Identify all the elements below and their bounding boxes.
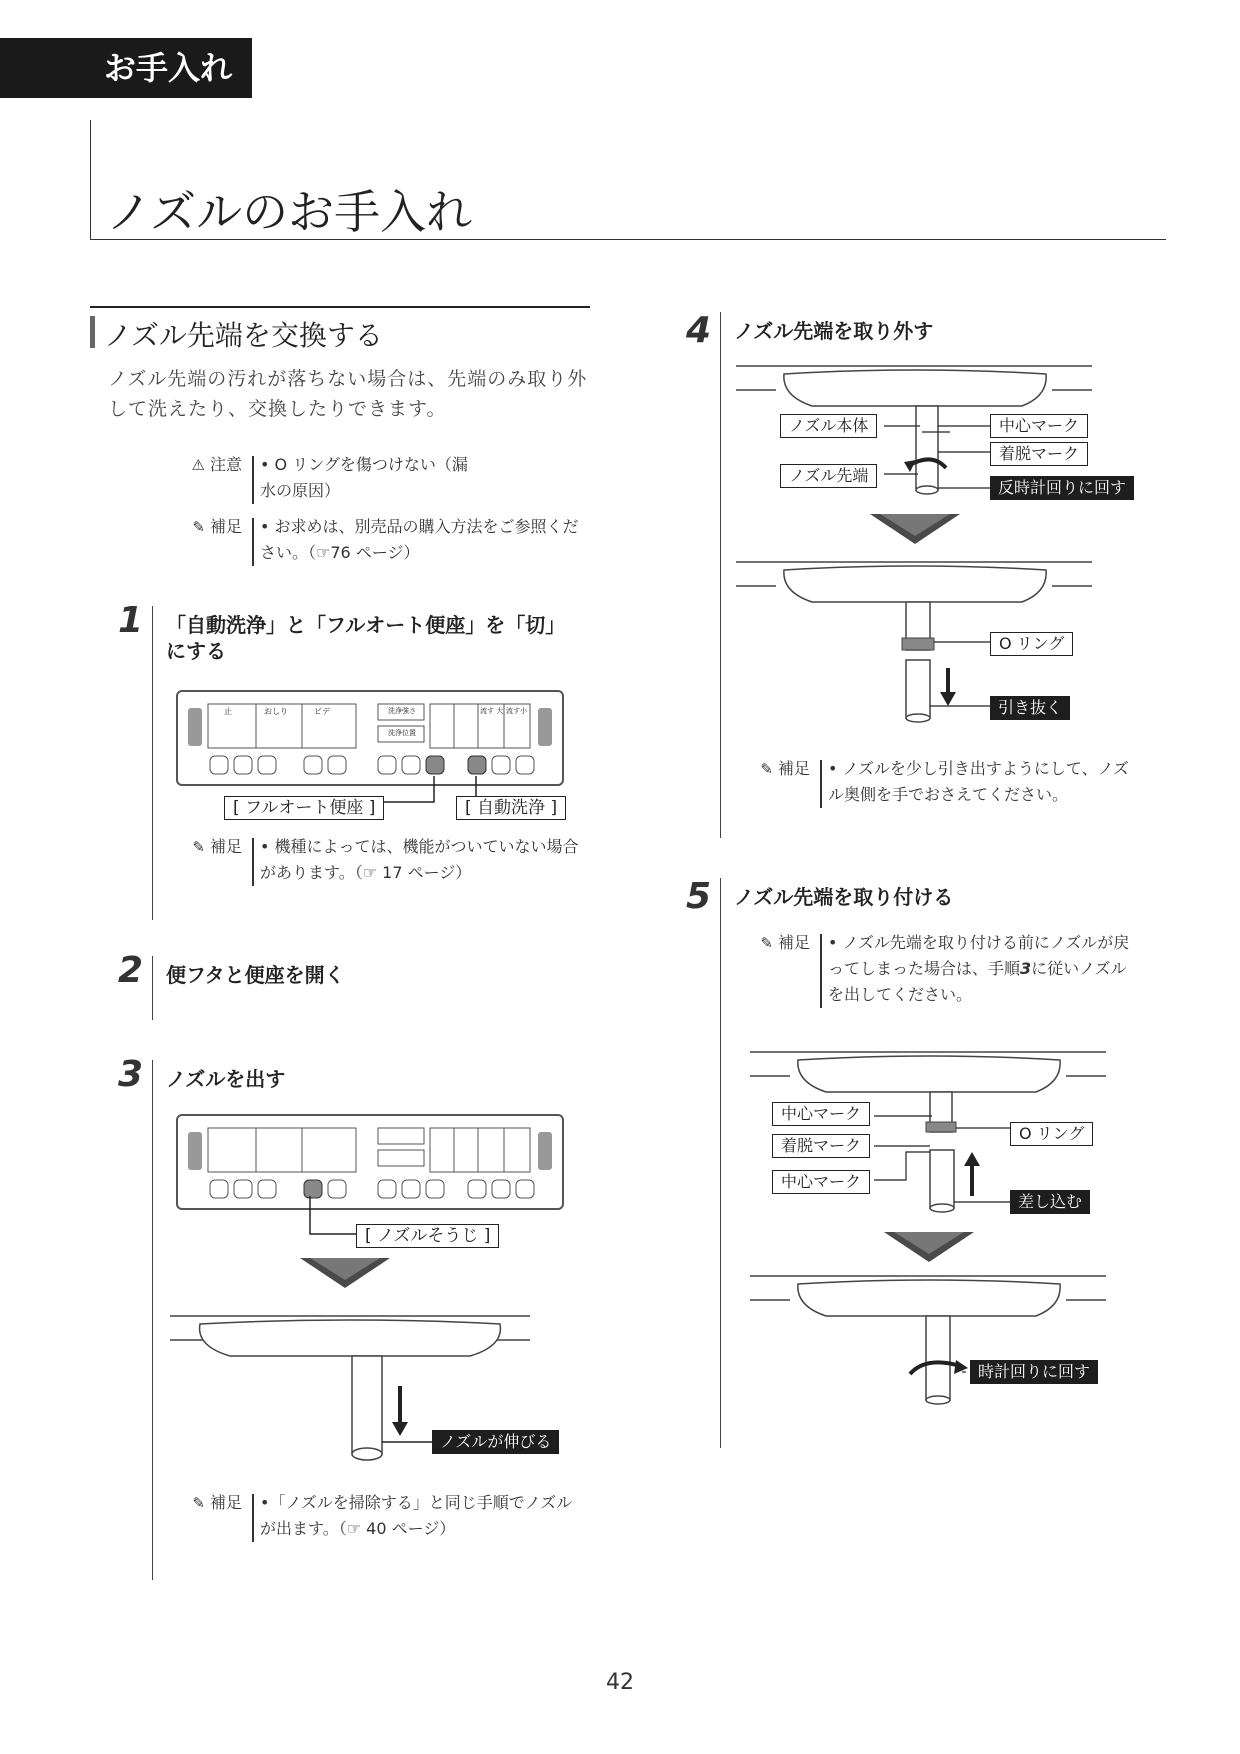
pencil-icon: ✎ <box>192 1494 205 1512</box>
warning-triangle-icon: ⚠ <box>191 456 205 474</box>
label-center-mark-top: 中心マーク <box>772 1102 870 1126</box>
label-o-ring: O リング <box>1010 1122 1093 1146</box>
section-intro: ノズル先端の汚れが落ちない場合は、先端のみ取り外して洗えたり、交換したりできます。 <box>108 368 588 420</box>
label-detach-mark: 着脱マーク <box>990 442 1088 466</box>
pencil-icon: ✎ <box>192 518 205 536</box>
label-insert: 差し込む <box>1010 1190 1090 1214</box>
step-ref: 3 <box>1020 959 1032 978</box>
panel-label-bide: ビデ <box>314 707 330 716</box>
note-text-part: • ノズル先端を取り付ける前にノズルが戻ってしまった場合は、手順 <box>828 933 1130 978</box>
note-label: 補足 <box>209 517 242 536</box>
label-o-ring: O リング <box>990 632 1073 656</box>
note-text: • 機種によっては、機能がついていない場合があります。（☞ 17 ページ） <box>260 837 579 882</box>
step-number: 2 <box>118 950 144 991</box>
panel-label-flush-small: 流す小 <box>506 707 527 715</box>
note-label: 補足 <box>777 759 810 778</box>
note-label: 補足 <box>209 1493 242 1512</box>
step4-note <box>748 756 1148 812</box>
callout-full-auto-seat: [ フルオート便座 ] <box>224 796 384 820</box>
down-chevron-icon <box>870 514 960 548</box>
step-title: 便フタと便座を開く <box>166 963 345 987</box>
section-title: ノズル先端を交換する <box>104 319 383 352</box>
note-label: 補足 <box>777 933 810 952</box>
step-rule <box>720 878 721 1448</box>
category-tab: お手入れ <box>0 38 252 98</box>
label-detach-mark: 着脱マーク <box>772 1134 870 1158</box>
label-nozzle-body: ノズル本体 <box>780 414 877 438</box>
page-number: 42 <box>606 1670 634 1695</box>
step-number: 5 <box>686 876 712 917</box>
note-text: • O リングを傷つけない（漏水の原因） <box>260 455 468 500</box>
pencil-icon: ✎ <box>760 934 773 952</box>
note-text <box>828 930 1138 1008</box>
callout-lines <box>0 0 600 1260</box>
step5-note <box>748 930 1148 1010</box>
callout-auto-flush: [ 自動洗浄 ] <box>456 796 566 820</box>
note-text: • お求めは、別売品の購入方法をご参照ください。（☞76 ページ） <box>260 517 579 562</box>
label-center-mark-bottom: 中心マーク <box>772 1170 870 1194</box>
panel-label-oshiri: おしり <box>264 707 288 716</box>
note-label: 補足 <box>209 837 242 856</box>
label-turn-clockwise: 時計回りに回す <box>970 1360 1098 1384</box>
panel-label-strength: 洗浄強さ <box>388 707 416 715</box>
pencil-icon: ✎ <box>760 760 773 778</box>
note-text: • ノズルを少し引き出すようにして、ノズル奥側を手でおさえてください。 <box>828 759 1129 804</box>
note-label: 注意 <box>209 455 242 474</box>
step-title-cont: にする <box>166 639 226 663</box>
panel-label-position: 洗浄位置 <box>388 729 416 737</box>
step-title: 「自動洗浄」と「フルオート便座」を「切」 <box>166 613 566 637</box>
label-nozzle-extends: ノズルが伸びる <box>432 1430 559 1454</box>
step-title: ノズル先端を取り外す <box>734 319 934 343</box>
label-turn-counterclockwise: 反時計回りに回す <box>990 476 1134 500</box>
nozzle-tip-turn-diagram <box>750 1270 1110 1420</box>
panel-label-stop: 止 <box>224 707 232 716</box>
step-rule <box>720 312 721 838</box>
label-center-mark: 中心マーク <box>990 414 1088 438</box>
label-pull-out: 引き抜く <box>990 696 1070 720</box>
step3-note <box>180 1490 580 1546</box>
down-chevron-icon <box>884 1232 974 1266</box>
step-number: 4 <box>686 310 712 351</box>
step-title: ノズルを出す <box>166 1067 286 1091</box>
step-title: ノズル先端を取り付ける <box>734 885 954 909</box>
note-text: •「ノズルを掃除する」と同じ手順でノズルが出ます。（☞ 40 ページ） <box>260 1493 573 1538</box>
note-divider <box>820 760 822 808</box>
step-number: 1 <box>118 600 144 641</box>
note-divider <box>820 934 822 1008</box>
pencil-icon: ✎ <box>192 838 205 856</box>
down-chevron-icon <box>300 1258 390 1292</box>
step-number: 3 <box>118 1054 144 1095</box>
label-nozzle-tip: ノズル先端 <box>780 464 877 488</box>
callout-nozzle-clean: [ ノズルそうじ ] <box>356 1224 499 1248</box>
panel-label-flush-big: 流す 大 <box>480 707 504 715</box>
note-text-part: に従いノズルを出してください。 <box>828 959 1127 1004</box>
page-title: ノズルのお手入れ <box>106 185 473 239</box>
note-divider <box>252 1494 254 1542</box>
